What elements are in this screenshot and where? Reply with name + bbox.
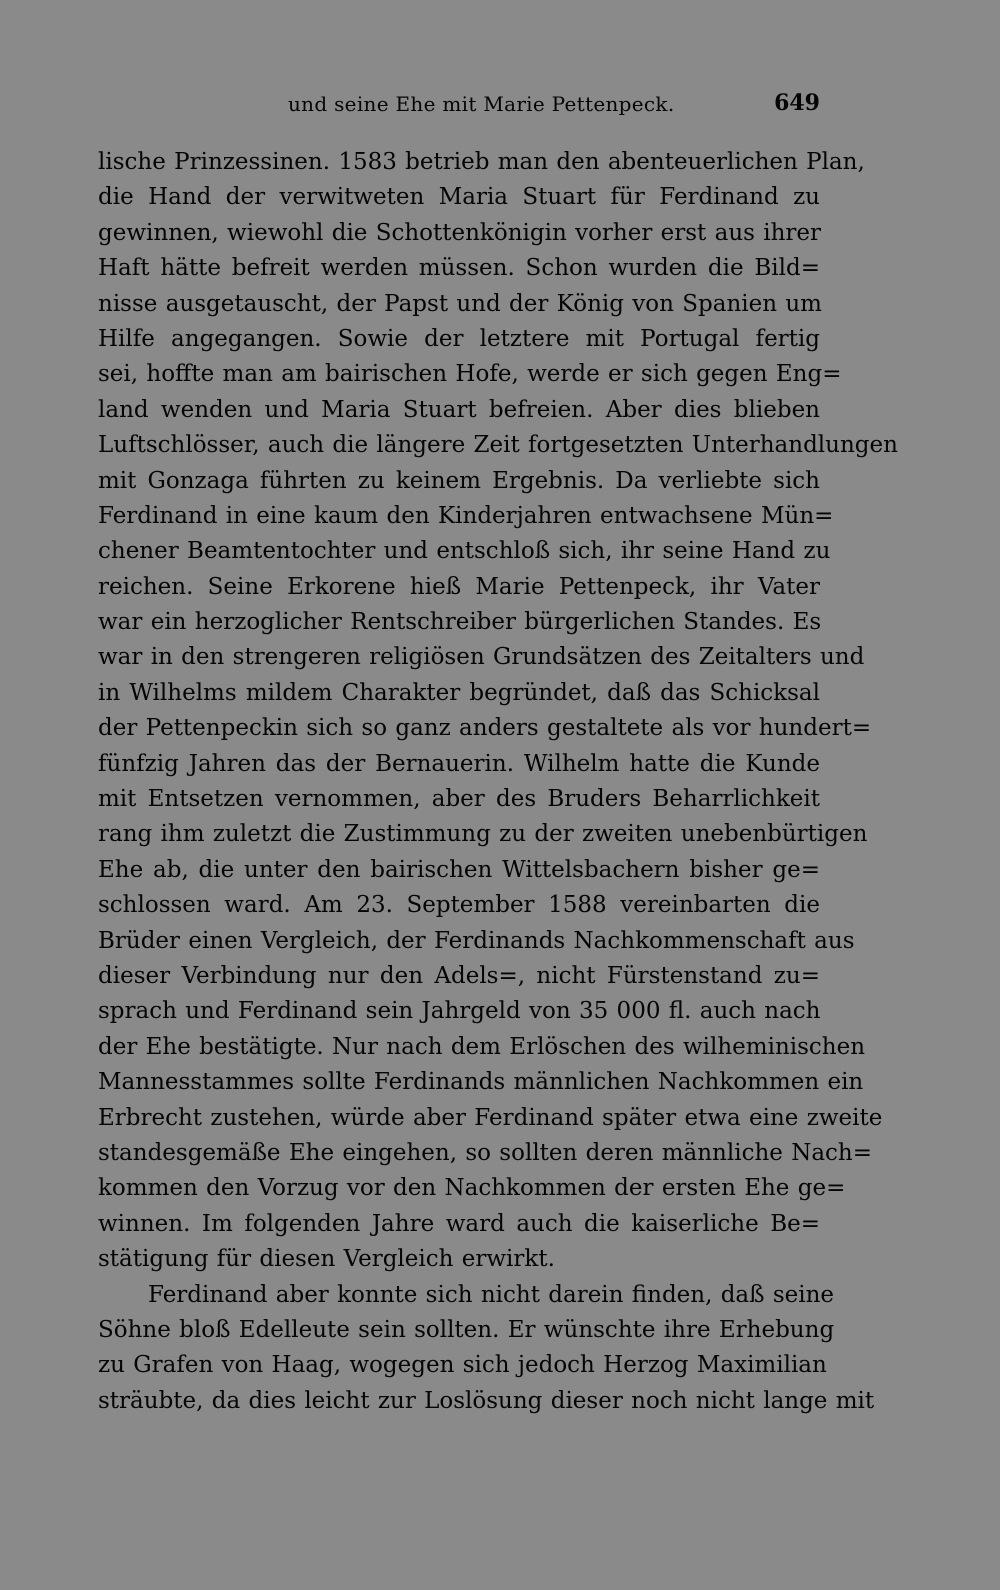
text-line: land wenden und Maria Stuart befreien. Aber dies blieben [98,396,820,423]
text-line: schlossen ward. Am 23. September 1588 vereinbarten die [98,892,820,919]
text-line: lische Prinzessinen. 1583 betrieb man den abenteuerlichen Plan, [98,149,865,175]
text-line: reichen. Seine Erkorene hieß Marie Pettenpeck, ihr Vater [98,573,820,600]
text-line: winnen. Im folgenden Jahre ward auch die kaiserliche Be= [98,1210,820,1237]
text-line: dieser Verbindung nur den Adels=, nicht Fürstenstand zu= [98,962,820,989]
text-line: der Pettenpeckin sich so ganz anders gestaltete als vor hundert= [98,715,872,742]
text-line: Luftschlösser, auch die längere Zeit fortgesetzten Unterhandlungen [98,432,898,459]
text-line: Mannesstammes sollte Ferdinands männlichen Nachkommen ein [98,1069,864,1096]
body-text [98,145,898,1419]
text-line: war in den strengeren religiösen Grundsätzen des Zeitalters und [98,644,865,671]
text-line: nisse ausgetauscht, der Papst und der König von Spanien um [98,290,822,317]
text-line: die Hand der verwitweten Maria Stuart für Ferdinand zu [98,184,820,211]
text-line: sträubte, da dies leicht zur Loslösung dieser noch nicht lange mit [98,1387,875,1414]
text-line: der Ehe bestätigte. Nur nach dem Erlöschen des wilheminischen [98,1033,866,1060]
text-line: mit Gonzaga führten zu keinem Ergebnis. Da verliebte sich [98,467,820,494]
text-line: sprach und Ferdinand sein Jahrgeld von 35 000 fl. auch nach [98,998,821,1025]
text-line: Brüder einen Vergleich, der Ferdinands Nachkommenschaft aus [98,927,855,954]
text-line: standesgemäße Ehe eingehen, so sollten deren männliche Nach= [98,1139,872,1166]
text-line: fünfzig Jahren das der Bernauerin. Wilhelm hatte die Kunde [98,750,820,777]
text-line: mit Entsetzen vernommen, aber des Bruders Beharrlichkeit [98,786,820,813]
page-header [98,86,820,126]
text-line: Haft hätte befreit werden müssen. Schon wurden die Bild= [98,255,820,282]
text-line: Erbrecht zustehen, würde aber Ferdinand später etwa eine zweite [98,1104,883,1131]
text-line: Hilfe angegangen. Sowie der letztere mit Portugal fertig [98,325,820,352]
text-line: Ehe ab, die unter den bairischen Wittelsbachern bisher ge= [98,856,820,883]
text-line: war ein herzoglicher Rentschreiber bürgerlichen Standes. Es [98,609,822,636]
page-number: 649 [774,90,820,116]
text-line: gewinnen, wiewohl die Schottenkönigin vorher erst aus ihrer [98,219,822,246]
text-line: in Wilhelms mildem Charakter begründet, daß das Schicksal [98,679,820,706]
paragraph-start-line: Ferdinand aber konnte sich nicht darein finden, daß seine [148,1281,835,1308]
running-head: und seine Ehe mit Marie Pettenpeck. [288,92,675,116]
paragraph-end-line: stätigung für diesen Vergleich erwirkt. [98,1246,555,1273]
text-line: chener Beamtentochter und entschloß sich, ihr seine Hand zu [98,538,831,565]
text-line: rang ihm zuletzt die Zustimmung zu der zweiten unebenbürtigen [98,821,868,848]
text-line: sei, hoffte man am bairischen Hofe, werde er sich gegen Eng= [98,361,842,388]
text-line: kommen den Vorzug vor den Nachkommen der ersten Ehe ge= [98,1175,846,1202]
text-line: zu Grafen von Haag, wogegen sich jedoch Herzog Maximilian [98,1352,827,1379]
text-line: Söhne bloß Edelleute sein sollten. Er wünschte ihre Erhebung [98,1316,835,1343]
text-line: Ferdinand in eine kaum den Kinderjahren entwachsene Mün= [98,502,834,529]
